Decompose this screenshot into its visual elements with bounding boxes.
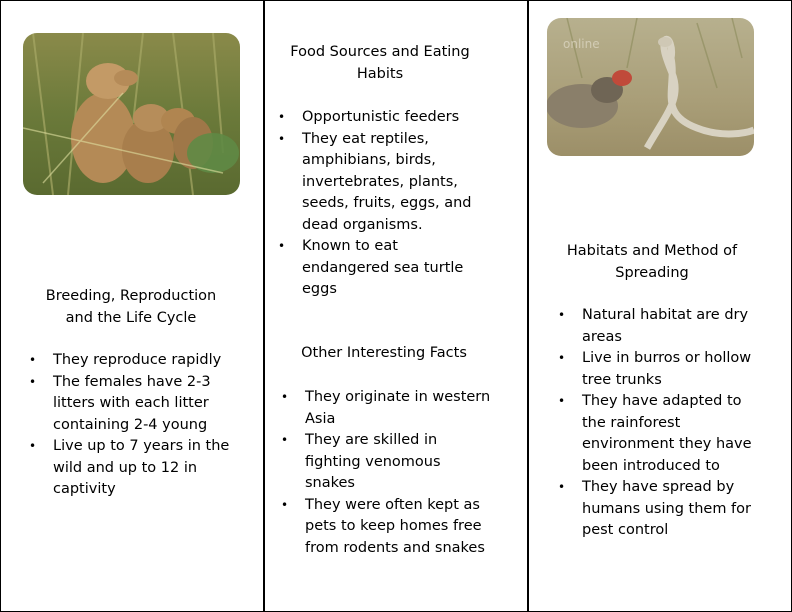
heading-line: and the Life Cycle [65,310,197,326]
panel-divider-left [263,0,265,612]
panel-divider-right [527,0,529,612]
habitat-list [558,305,753,542]
list-item: • Opportunistic feeders [278,107,478,129]
heading-line: Spreading [615,265,689,281]
list-item: • They were often kept as pets to keep homes free from rodents and snakes [281,495,491,560]
food-heading [280,41,480,85]
mongoose-vs-cobra-photo [547,18,754,156]
breeding-heading [30,285,232,329]
list-item: • They originate in western Asia [281,387,491,430]
list-item: • They reproduce rapidly [29,350,239,372]
heading-line: Food Sources and Eating [290,44,470,60]
list-item: • The females have 2-3 litters with each litter containing 2-4 young [29,372,239,437]
heading-line: Breeding, Reproduction [45,288,217,304]
heading-line: Habits [356,66,404,82]
breeding-list [29,350,239,501]
facts-heading [284,342,484,364]
heading-line: Other Interesting Facts [301,345,467,361]
list-item: • Known to eat endangered sea turtle eggs [278,236,478,301]
food-list [278,107,478,301]
list-item: • They have adapted to the rainforest environment they have been introduced to [558,391,753,477]
list-item: • Live in burros or hollow tree trunks [558,348,753,391]
heading-line: Habitats and Method of [566,243,738,259]
watermark-text: online [563,37,600,51]
facts-list [281,387,491,559]
list-item: • They are skilled in fighting venomous snakes [281,430,491,495]
habitat-heading [552,240,752,284]
list-item: • They eat reptiles, amphibians, birds, invertebrates, plants, seeds, fruits, eggs, and dead organisms. [278,129,478,237]
list-item: • They have spread by humans using them for pest control [558,477,753,542]
list-item: • Live up to 7 years in the wild and up to 12 in captivity [29,436,239,501]
list-item: • Natural habitat are dry areas [558,305,753,348]
mongoose-family-photo [23,33,240,195]
